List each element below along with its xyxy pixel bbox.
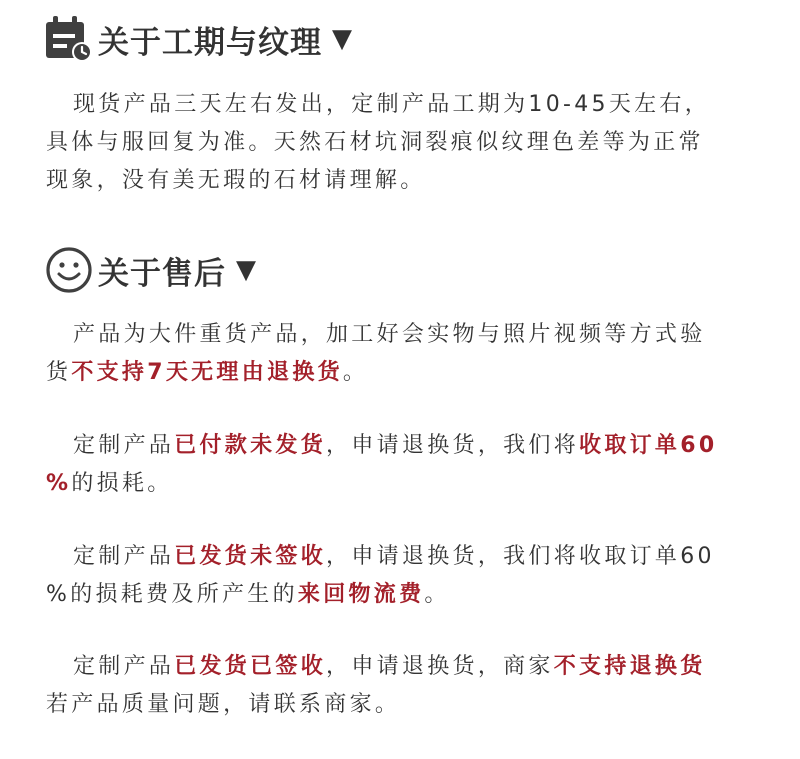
paragraph-aftersale-1 [46,316,756,392]
paragraph-schedule [46,86,756,200]
section-title-schedule: 关于工期与纹理 [98,24,322,61]
text-segment: 定制产品 [73,433,175,458]
paragraph-aftersale-2 [46,427,756,503]
text-segment: 。 [342,360,369,385]
paragraph-aftersale-3 [46,538,756,614]
text-line [46,576,756,614]
highlight-text: 已发货已签收 [174,654,327,679]
text-line [46,427,756,465]
text-segment: 货 [46,360,72,385]
text-line [46,648,756,686]
highlight-text: 收取订单60 [579,433,718,458]
text-line [46,354,756,392]
smiley-face-icon [44,245,94,295]
down-triangle-icon: ▼ [236,255,256,285]
text-line: 现货产品三天左右发出，定制产品工期为10-45天左右， [73,92,711,117]
text-segment: ，申请退换货，商家 [326,654,554,679]
text-segment: %的损耗费及所产生的 [46,582,298,607]
highlight-text: 不支持7天无理由退换货 [71,360,343,385]
text-segment: 。 [424,582,450,607]
highlight-text: % [46,471,72,496]
text-line: 产品为大件重货产品，加工好会实物与照片视频等方式验 [73,322,706,347]
calendar-clock-icon [44,14,94,64]
text-line: 现象，没有美无瑕的石材请理解。 [46,168,426,193]
text-segment: ，申请退换货，我们将 [326,433,580,458]
section-header-schedule [44,14,352,64]
text-segment: 定制产品 [73,544,175,569]
text-segment: ，申请退换货，我们将收取订单60 [326,544,715,569]
text-segment: 的损耗。 [71,471,173,496]
section-title-aftersale: 关于售后 [98,255,226,292]
paragraph-aftersale-4 [46,648,756,724]
highlight-text: 已发货未签收 [174,544,327,569]
text-line [46,465,756,503]
highlight-text: 已付款未发货 [174,433,327,458]
text-line: 若产品质量问题，请联系商家。 [46,692,401,717]
down-triangle-icon: ▼ [332,24,352,54]
text-line [46,538,756,576]
text-segment: 定制产品 [73,654,175,679]
section-header-aftersale [44,245,256,295]
highlight-text: 不支持退换货 [553,654,706,679]
text-line: 具体与服回复为准。天然石材坑洞裂痕似纹理色差等为正常 [46,130,704,155]
highlight-text: 来回物流费 [297,582,425,607]
